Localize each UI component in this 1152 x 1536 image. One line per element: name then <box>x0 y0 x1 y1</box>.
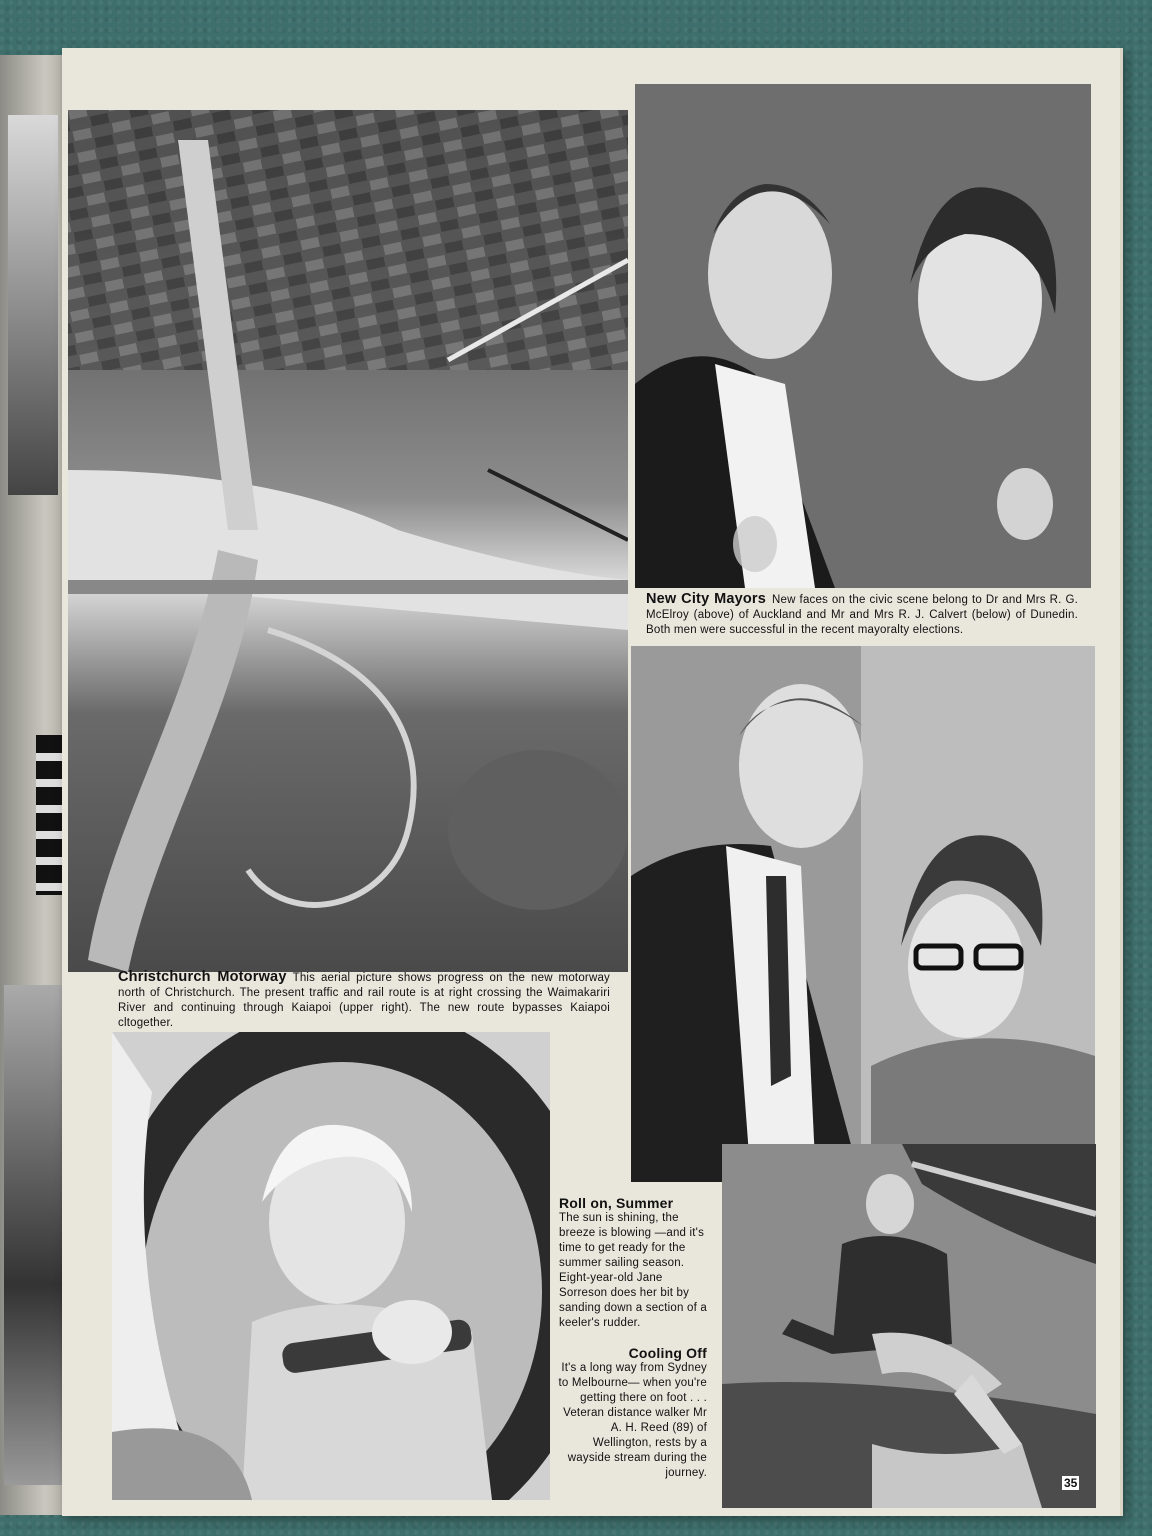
mcelroy-photo-illustration <box>635 84 1091 588</box>
aerial-motorway-photo <box>68 110 628 972</box>
adjacent-page-edge <box>0 55 64 1515</box>
walker-resting-by-stream-photo <box>722 1144 1096 1508</box>
summer-caption <box>559 1196 709 1331</box>
motorway-body: This aerial picture shows progress on the new motorway north of Christchurch. The present traffic and rail route is at right crossing the Waimakariri River and continuing through Kaiapoi (upper right). The new route bypasses Kaiapoi cltogether. <box>118 972 610 1029</box>
motorway-title: Christchurch Motorway <box>118 969 287 985</box>
adjacent-photo-fragment <box>8 115 58 495</box>
mcelroy-couple-photo <box>635 84 1091 588</box>
summer-title: Roll on, Summer <box>559 1195 674 1211</box>
mayors-body: New faces on the civic scene belong to Dr and Mrs R. G. McElroy (above) of Auckland and Mr and Mrs R. J. Calvert (below) of Dunedin. Both men were successful in the recent mayoralty elections. <box>646 594 1078 636</box>
adjacent-photo-fragment <box>4 985 62 1485</box>
summer-body: The sun is shining, the breeze is blowing —and it's time to get ready for the summer sailing season. Eight-year-old Jane Sorreson does her bit by sanding down a section of a keeler's rudder. <box>559 1212 707 1329</box>
page-number: 35 <box>1064 1476 1078 1490</box>
cooling-body: It's a long way from Sydney to Melbourne— when you're getting there on foot . . . Veteran distance walker Mr A. H. Reed (89) of Wellington, rests by a wayside stream during the journey. <box>558 1362 707 1479</box>
mayors-title: New City Mayors <box>646 591 767 607</box>
calvert-couple-photo <box>631 646 1095 1182</box>
walker-photo-illustration <box>722 1144 1096 1508</box>
calvert-photo-illustration <box>631 646 1095 1182</box>
motorway-caption <box>118 970 610 1031</box>
magazine-page <box>62 48 1123 1516</box>
child-photo-illustration <box>112 1032 550 1500</box>
cooling-title: Cooling Off <box>628 1345 707 1361</box>
child-sanding-rudder-photo <box>112 1032 550 1500</box>
mayors-caption <box>646 592 1078 638</box>
cooling-caption <box>555 1346 707 1481</box>
adjacent-photo-fragment <box>36 735 62 895</box>
aerial-photo-illustration <box>68 110 628 972</box>
